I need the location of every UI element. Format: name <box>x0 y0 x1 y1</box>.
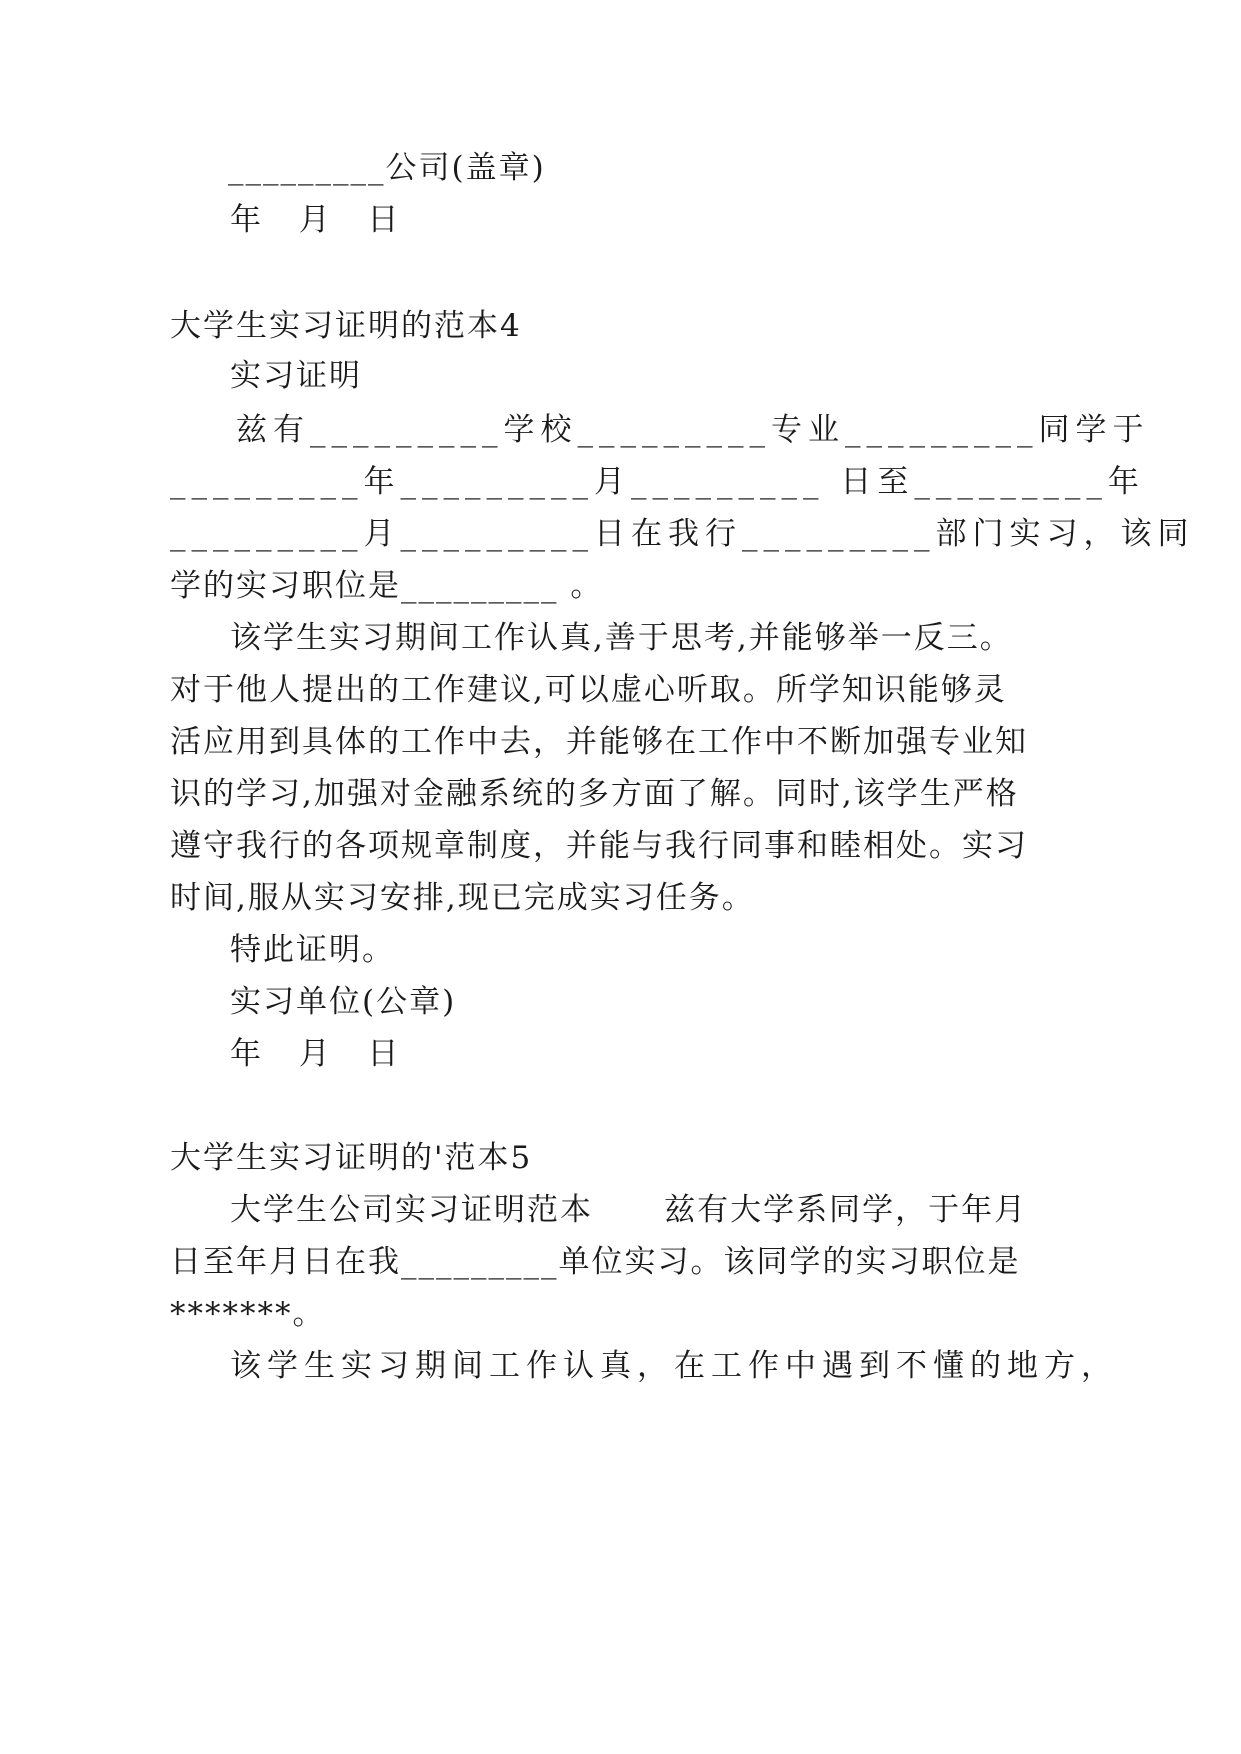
paragraph-line: 识的学习,加强对金融系统的多方面了解。同时,该学生严格 <box>170 776 1019 812</box>
body-line: _________年_________月_________ 日至_________年 <box>170 464 1145 500</box>
issuer-line: 实习单位(公章) <box>230 984 457 1020</box>
body-line: 兹有_________学校_________专业_________同学于 <box>236 412 1150 448</box>
body-line: 学的实习职位是_________ 。 <box>170 568 604 604</box>
closing-line: 特此证明。 <box>230 932 395 968</box>
paragraph-line: 活应用到具体的工作中去，并能够在工作中不断加强专业知 <box>170 724 1028 760</box>
certificate-heading: 实习证明 <box>230 358 362 394</box>
paragraph-line: 该学生实习期间工作认真，在工作中遇到不懂的地方， <box>230 1348 1118 1384</box>
body-line: *******。 <box>170 1296 326 1332</box>
date-line: 年 月 日 <box>230 1036 405 1072</box>
paragraph-line: 对于他人提出的工作建议,可以虚心听取。所学知识能够灵 <box>170 672 1007 708</box>
body-line: 日至年月日在我_________单位实习。该同学的实习职位是 <box>170 1244 1021 1280</box>
company-seal-line: _________公司(盖章) <box>228 150 546 186</box>
body-line: 大学生公司实习证明范本 兹有大学系同学，于年月 <box>230 1192 1028 1228</box>
paragraph-line: 时间,服从实习安排,现已完成实习任务。 <box>170 880 755 916</box>
body-line: _________月_________日在我行_________部门实习，该同 <box>170 516 1195 552</box>
paragraph-line: 遵守我行的各项规章制度，并能与我行同事和睦相处。实习 <box>170 828 1028 864</box>
paragraph-line: 该学生实习期间工作认真,善于思考,并能够举一反三。 <box>230 620 1013 656</box>
section-title-5: 大学生实习证明的'范本5 <box>170 1140 533 1176</box>
section-title-4: 大学生实习证明的范本4 <box>170 308 522 344</box>
date-line: 年 月 日 <box>230 202 405 238</box>
